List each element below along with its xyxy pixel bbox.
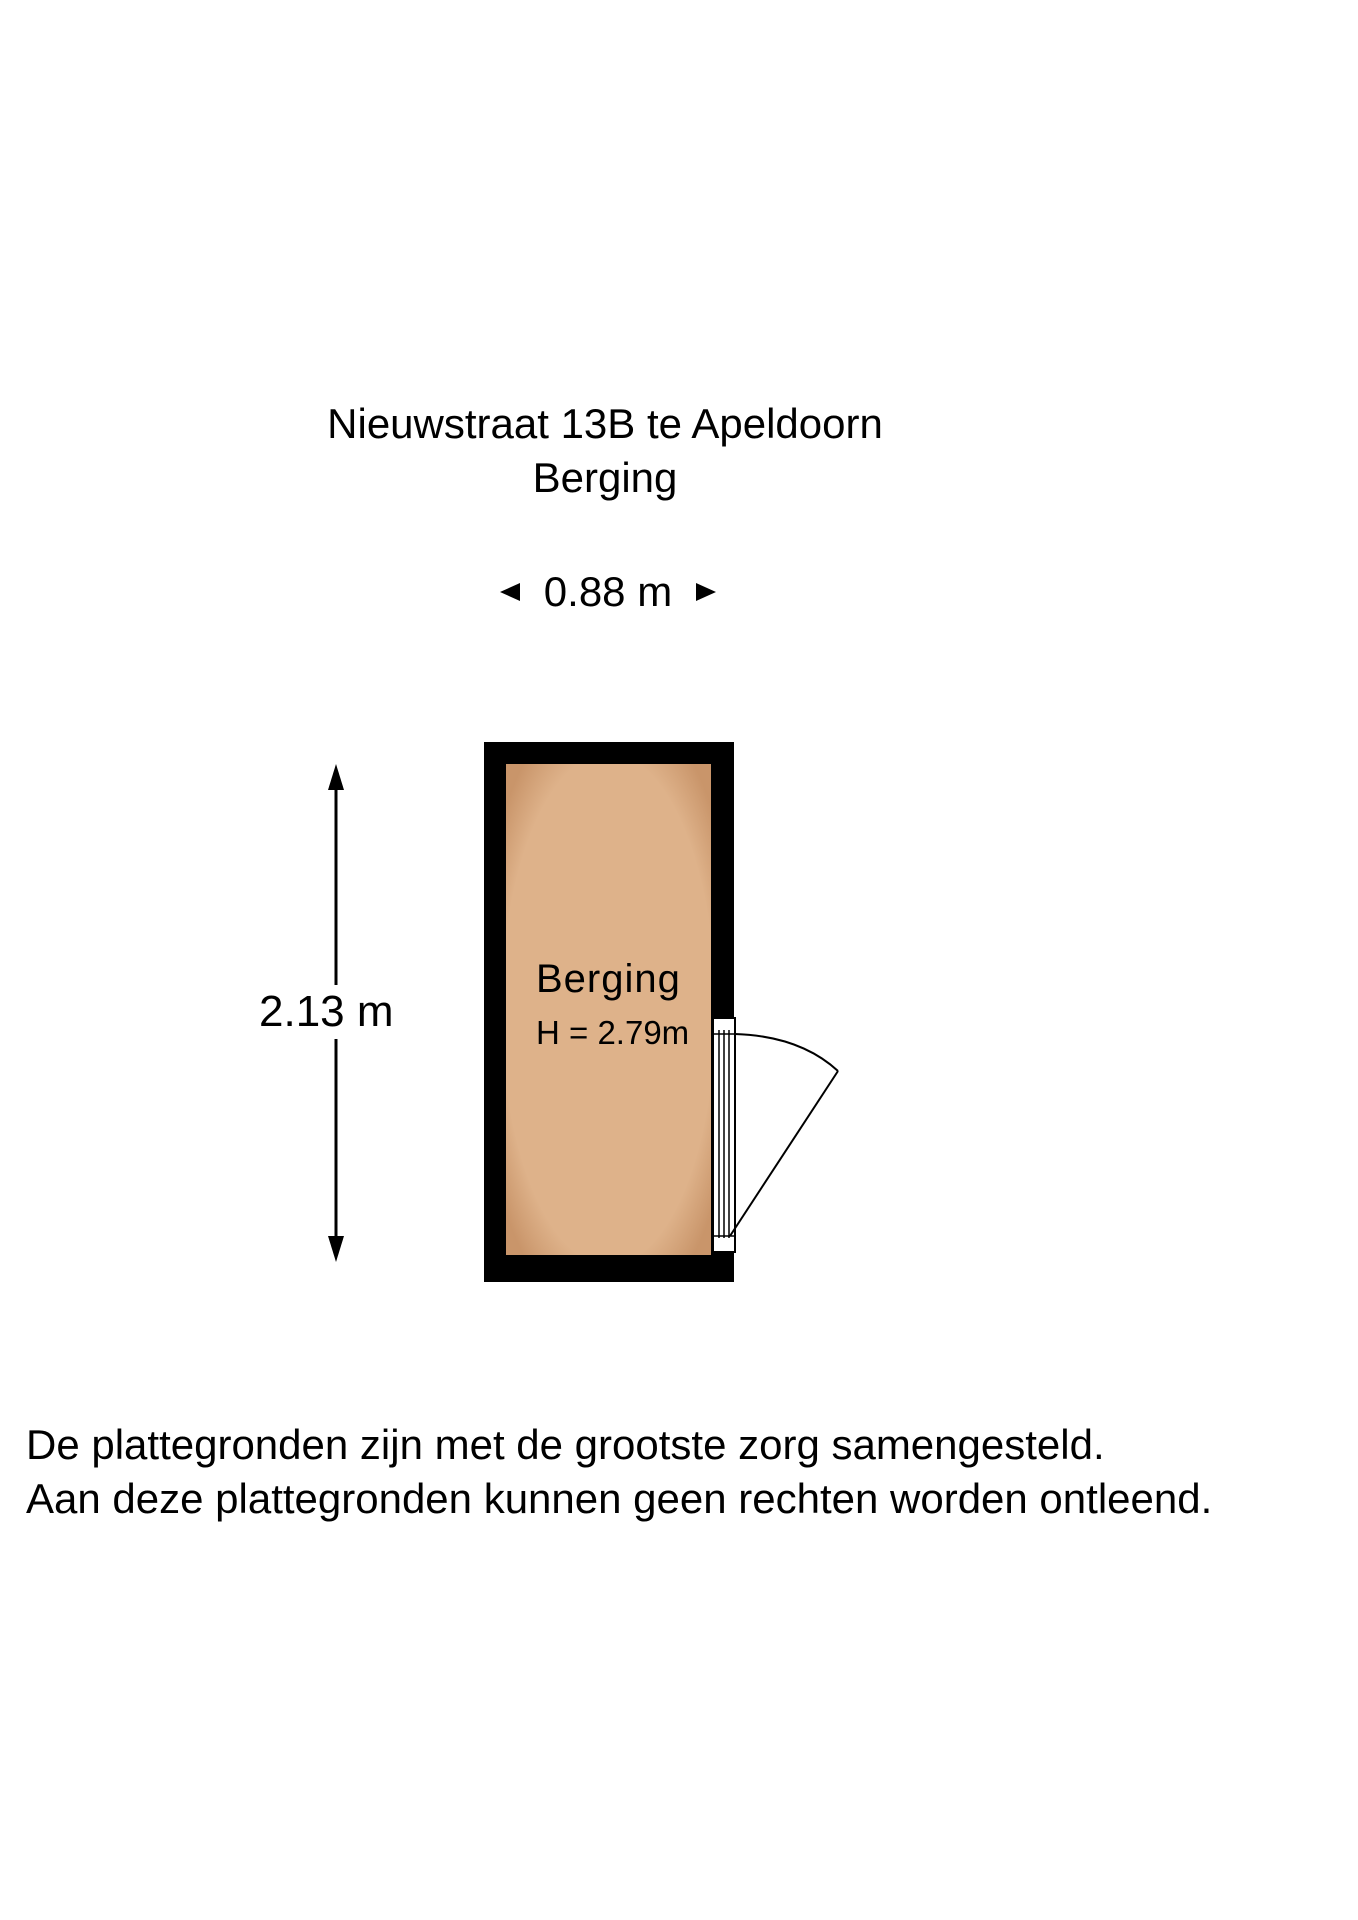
door-swing-arc [735, 1034, 838, 1071]
door-leaf [730, 1071, 838, 1236]
disclaimer-line-1: De plattegronden zijn met de grootste zorg samengesteld. [26, 1421, 1105, 1468]
height-value: 2.13 m [255, 985, 398, 1039]
disclaimer [26, 1418, 1212, 1526]
width-value: 0.88 m [543, 568, 673, 615]
room-name: Berging [536, 957, 681, 1001]
room-ceiling-height: H = 2.79m [536, 1014, 690, 1051]
address-title: Nieuwstraat 13B te Apeldoorn [327, 400, 883, 447]
arrow-up-icon [328, 764, 344, 790]
disclaimer-line-2: Aan deze plattegronden kunnen geen rechten worden ontleend. [26, 1475, 1213, 1522]
floor-title: Berging [532, 454, 678, 501]
room-floor [506, 764, 711, 1255]
arrow-down-icon [328, 1236, 344, 1262]
